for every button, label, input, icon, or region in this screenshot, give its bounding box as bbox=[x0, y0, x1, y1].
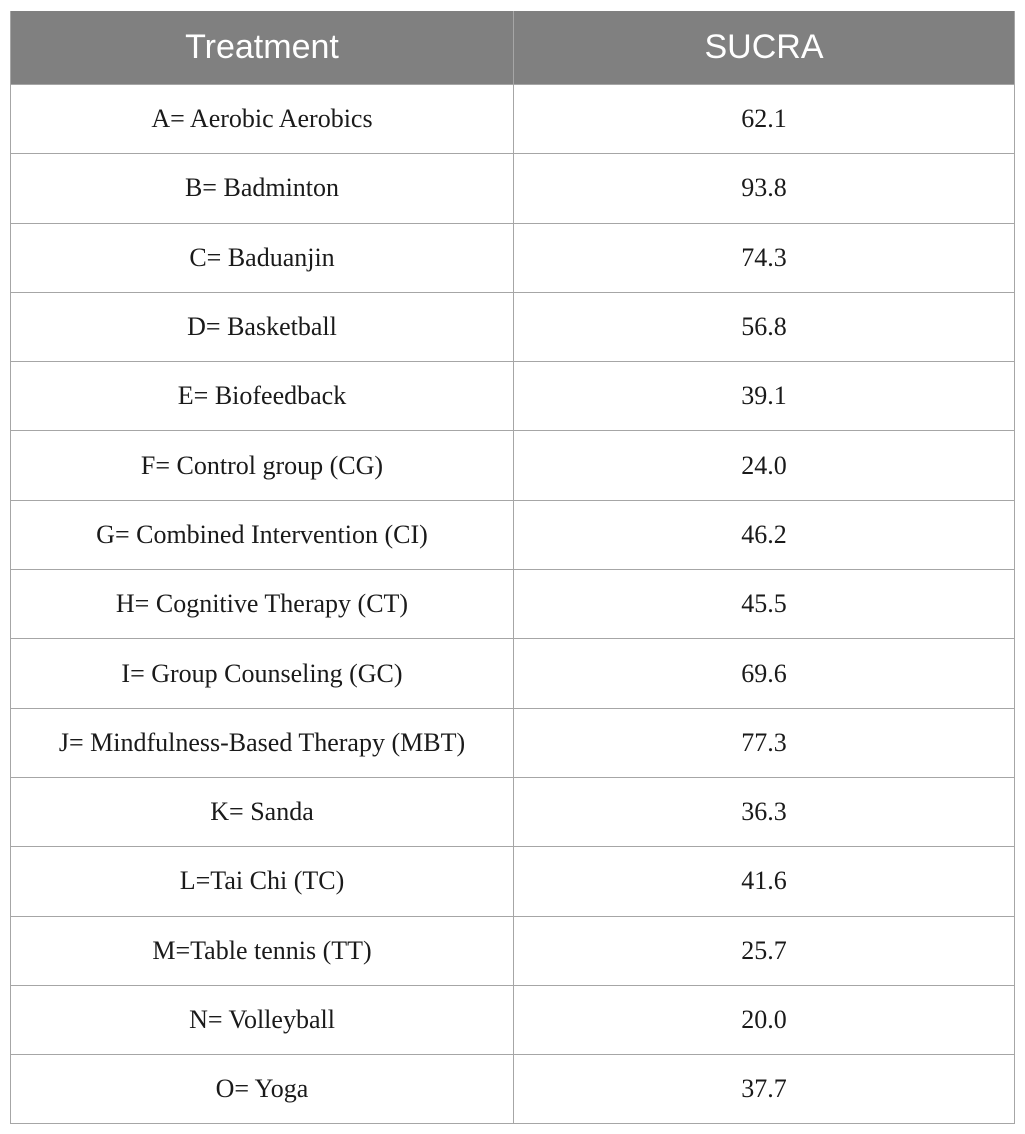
sucra-cell: 36.3 bbox=[514, 777, 1015, 846]
table-row bbox=[11, 362, 1015, 431]
sucra-cell: 62.1 bbox=[514, 85, 1015, 154]
header-treatment: Treatment bbox=[11, 11, 514, 85]
sucra-cell: 74.3 bbox=[514, 223, 1015, 292]
treatment-cell: I= Group Counseling (GC) bbox=[11, 639, 514, 708]
table-row bbox=[11, 223, 1015, 292]
table-row bbox=[11, 570, 1015, 639]
sucra-cell: 69.6 bbox=[514, 639, 1015, 708]
table-row bbox=[11, 639, 1015, 708]
treatment-cell: L=Tai Chi (TC) bbox=[11, 847, 514, 916]
table-header bbox=[11, 11, 1015, 85]
table-row bbox=[11, 292, 1015, 361]
sucra-cell: 37.7 bbox=[514, 1055, 1015, 1124]
treatment-cell: M=Table tennis (TT) bbox=[11, 916, 514, 985]
header-sucra: SUCRA bbox=[514, 11, 1015, 85]
table-row bbox=[11, 985, 1015, 1054]
sucra-cell: 46.2 bbox=[514, 500, 1015, 569]
sucra-table-container bbox=[10, 11, 1014, 1124]
table-row bbox=[11, 1055, 1015, 1124]
sucra-cell: 20.0 bbox=[514, 985, 1015, 1054]
table-row bbox=[11, 154, 1015, 223]
treatment-cell: J= Mindfulness-Based Therapy (MBT) bbox=[11, 708, 514, 777]
treatment-cell: E= Biofeedback bbox=[11, 362, 514, 431]
table-row bbox=[11, 85, 1015, 154]
treatment-cell: D= Basketball bbox=[11, 292, 514, 361]
table-row bbox=[11, 708, 1015, 777]
table-row bbox=[11, 500, 1015, 569]
sucra-cell: 93.8 bbox=[514, 154, 1015, 223]
treatment-cell: F= Control group (CG) bbox=[11, 431, 514, 500]
treatment-cell: C= Baduanjin bbox=[11, 223, 514, 292]
sucra-table bbox=[10, 11, 1015, 1124]
table-row bbox=[11, 777, 1015, 846]
table-row bbox=[11, 916, 1015, 985]
sucra-cell: 56.8 bbox=[514, 292, 1015, 361]
table-row bbox=[11, 431, 1015, 500]
treatment-cell: B= Badminton bbox=[11, 154, 514, 223]
sucra-cell: 41.6 bbox=[514, 847, 1015, 916]
treatment-cell: H= Cognitive Therapy (CT) bbox=[11, 570, 514, 639]
treatment-cell: G= Combined Intervention (CI) bbox=[11, 500, 514, 569]
treatment-cell: A= Aerobic Aerobics bbox=[11, 85, 514, 154]
treatment-cell: O= Yoga bbox=[11, 1055, 514, 1124]
sucra-cell: 77.3 bbox=[514, 708, 1015, 777]
sucra-cell: 39.1 bbox=[514, 362, 1015, 431]
treatment-cell: K= Sanda bbox=[11, 777, 514, 846]
treatment-cell: N= Volleyball bbox=[11, 985, 514, 1054]
sucra-cell: 24.0 bbox=[514, 431, 1015, 500]
table-body bbox=[11, 85, 1015, 1124]
sucra-cell: 25.7 bbox=[514, 916, 1015, 985]
table-row bbox=[11, 847, 1015, 916]
header-row bbox=[11, 11, 1015, 85]
sucra-cell: 45.5 bbox=[514, 570, 1015, 639]
